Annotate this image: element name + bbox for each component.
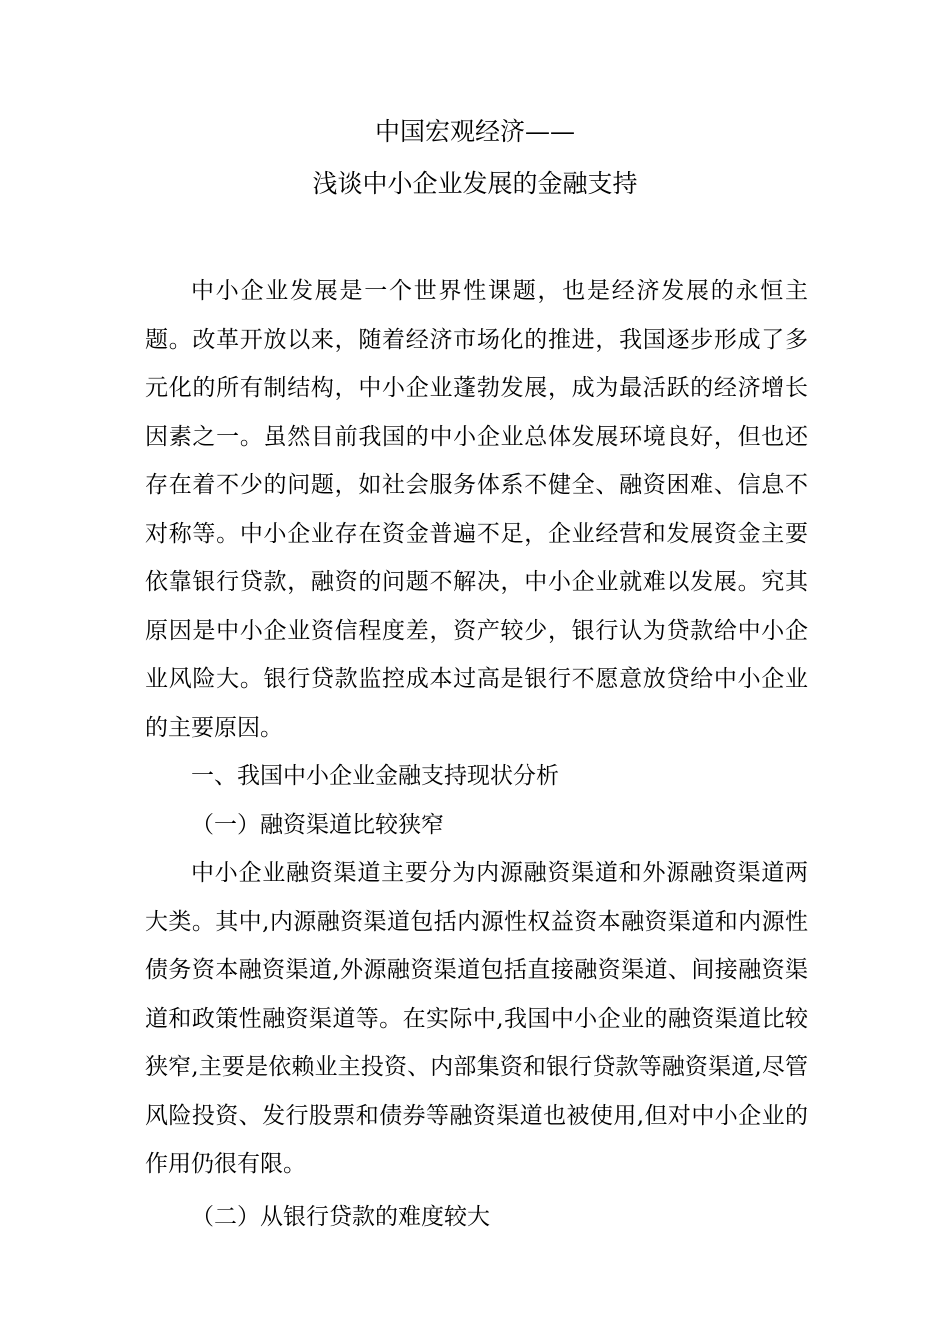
document-title-line2: 浅谈中小企业发展的金融支持 — [312, 169, 638, 198]
paragraph-financing-channels: 中小企业融资渠道主要分为内源融资渠道和外源融资渠道两大类。其中,内源融资渠道包括内源性权益资本融资渠道和内源性债务资本融资渠道,外源融资渠道包括直接融资渠道、间接融资渠道和政策性融资渠道等。在实际中,我国中小企业的融资渠道比较狭窄,主要是依赖业主投资、内部集资和银行贷款等融资渠道,尽管风险投资、发行股票和债券等融资渠道也被使用,但对中小企业的作用仍很有限。 — [145, 860, 808, 1177]
section-heading-1: 一、我国中小企业金融支持现状分析 — [191, 763, 559, 789]
document-title-line1: 中国宏观经济—— — [374, 117, 575, 146]
subsection-heading-1: （一）融资渠道比较狭窄 — [191, 811, 444, 838]
paragraph-intro: 中小企业发展是一个世界性课题，也是经济发展的永恒主题。改革开放以来，随着经济市场化的推进，我国逐步形成了多元化的所有制结构，中小企业蓬勃发展，成为最活跃的经济增长因素之一。虽然目前我国的中小企业总体发展环境良好，但也还存在着不少的问题，如社会服务体系不健全、融资困难、信息不对称等。中小企业存在资金普遍不足，企业经营和发展资金主要依靠银行贷款，融资的问题不解决，中小企业就难以发展。究其原因是中小企业资信程度差，资产较少，银行认为贷款给中小企业风险大。银行贷款监控成本过高是银行不愿意放贷给中小企业的主要原因。 — [145, 278, 808, 741]
document-body — [145, 267, 808, 1241]
subsection-heading-2: （二）从银行贷款的难度较大 — [191, 1203, 490, 1230]
